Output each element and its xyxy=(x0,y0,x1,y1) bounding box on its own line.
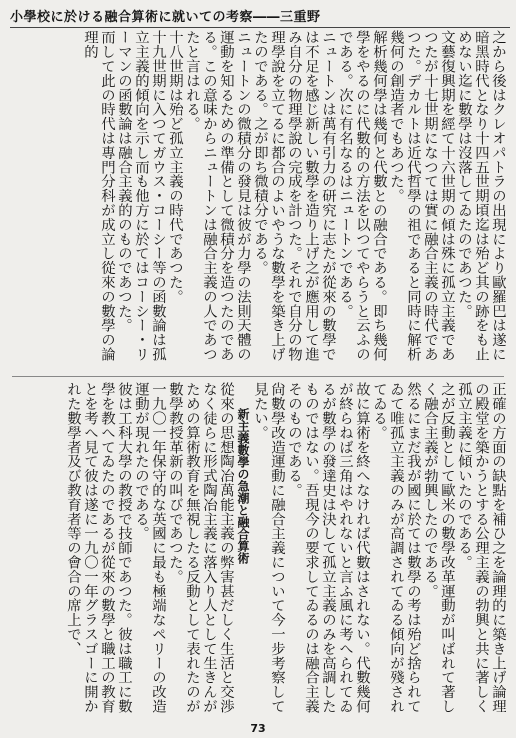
page-number: 73 xyxy=(250,722,266,735)
paragraph: ニュートンの微積分の發見は彼が力學の法則天體の運動を知るための準備として微積分を造つたのである。この意味からニュートンは融合主義の人であつたと言はれる。 xyxy=(184,30,251,362)
paragraph: 之から後はクレオパトラの出現により歐羅巴は遂に暗黑時代となり十四五世期頃迄は殆ど其の跡をも止めない迄に數學は沒落してゐたのであつた。 xyxy=(456,30,506,362)
lower-text-block xyxy=(10,382,506,718)
paragraph: ニュートンは萬有引力の研究に志たが從來の數學では不足を感じ新しい數學を造り上げ之が應用して進み自分の物理學說の完成を計つた。それで自分の物理學說を立てるに都合のよいやうな數學を築き上げたのである。之が即ち微積分である。 xyxy=(252,30,336,362)
paragraph: 十八世期は殆ど孤立主義の時代であつた。 xyxy=(167,30,183,304)
block-divider xyxy=(12,376,504,377)
paragraph: 然るにまだ我が國に於ては數學の考は殆ど捨られてゐて唯孤立主義のみが高調されてゐる傾向が殘されてゐる。 xyxy=(371,382,421,714)
paragraph: 尙數學改造運動に融合主義について今一步考察して見たい。 xyxy=(252,382,285,714)
section-subheading: 新主義數學の急潮と融合算術 xyxy=(236,408,250,564)
paragraph: 而して此の時代は專門分科が成立し從來の數學の論理的 xyxy=(82,30,115,362)
paragraph: 一九〇一年保守的な英國に最も極端なペリーの改造運動が現れたのである。 xyxy=(133,382,166,714)
running-head: 小學校に於ける融合算術に就いての考察――三重野 xyxy=(10,6,510,28)
upper-text-block xyxy=(10,30,506,370)
paragraph: 彼は工科大學の教授で技師であつた。彼は職工に數學を教へてゐたのであるが從來の數學と職工の教育とを考へ見て彼は遂に一九〇一年グラスゴーに開かれた數學者及び教育者等の會合の席上で、 xyxy=(65,382,132,714)
paragraph: 解析幾何學は幾何と代數との融合である。即ち幾何學をやるのに代數的の方法を以つてやらうと云ふのである。次に有名なるはニュートンである。 xyxy=(337,30,387,362)
paragraph: 從來の思想陶冶萬能主義の弊害甚だしく生活と交渉なく徒らに形式陶冶主義に落入り人として生きんがための算術教育を無視したる反動として表れたのが數學教授革新の叫びであつた。 xyxy=(167,382,234,714)
paragraph: 十九世期に入つてガウス・コーシー等の函數論は孤立主義的傾向を示し而も他方に於てはコーシー・リーマンの函數論は融合主義的のものであつた。 xyxy=(116,30,166,362)
paragraph: 正確の方面の缺點を補ひ之を論理的に築き上げ論理の殿堂を築かうとする公理主義の勃興と共に著しく孤立主義に傾いたのである。 xyxy=(456,382,506,714)
paragraph: 故に算術を終へなければ代數はされない。代數幾何が終らねば三角はやれないと言ふ風に考へられてゐるが數學の發達史は決して孤立主義のみを高調したものではない。吾現今の要求してゐるのは融合主義そのものである。 xyxy=(286,382,370,714)
paragraph: 之が反動として歐米の數學改革運動が叫ばれて著しく融合主義が勃興したのである。 xyxy=(422,382,455,714)
paragraph: 文藝復興期を經て十六世期の傾は殊に孤立主義であつたが十七世期になつては實に融合主義の時代であつた。デカルトは近代哲學の祖であると同時に解析幾何の創造者でもあつた。 xyxy=(388,30,455,362)
